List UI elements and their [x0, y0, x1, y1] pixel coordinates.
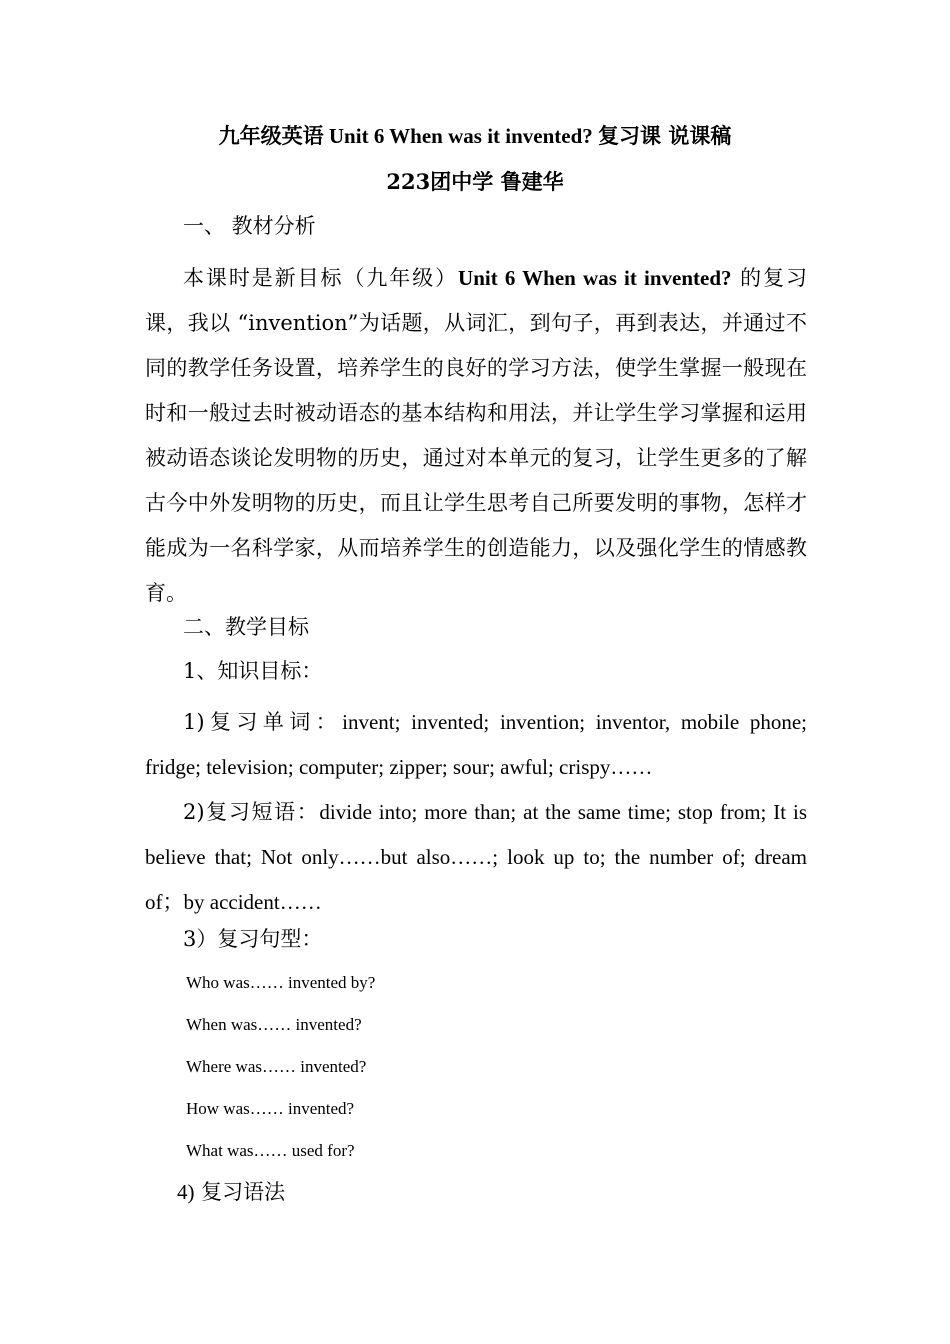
sentence-pattern: What was…… used for? — [186, 1141, 355, 1160]
review-words-label: 1)复习单词： — [183, 710, 343, 734]
title-en-part: Unit 6 When was it invented? — [323, 124, 599, 148]
sentence-pattern: When was…… invented? — [186, 1015, 362, 1034]
sentence-pattern: Where was…… invented? — [186, 1057, 367, 1076]
para-unit-title: Unit 6 When was it invented? — [458, 266, 732, 290]
title-cn-part2: 复习课 说课稿 — [598, 123, 732, 148]
review-words-item — [145, 700, 807, 790]
para-prefix: 本课时是新目标（九年级） — [183, 266, 459, 290]
review-phrases-text: divide into; more than; at the same time; stop from; It is believe that; Not only……but also……; look up to; the number of; dream of；by accident…… — [145, 800, 807, 914]
sentence-pattern: How was…… invented? — [186, 1099, 355, 1118]
document-subtitle: 223团中学 鲁建华 — [386, 169, 564, 194]
review-grammar-label — [177, 1177, 285, 1207]
review-words-text: invent; invented; invention; inventor, mobile phone; fridge; television; computer; zipper; sour; awful; crispy…… — [145, 710, 808, 779]
review-phrases-label: 2)复习短语： — [183, 800, 320, 824]
document-title — [0, 121, 950, 151]
section-heading-textbook-analysis: 一、 教材分析 — [183, 214, 316, 238]
review-grammar-number: 4) — [177, 1180, 195, 1204]
section-heading-teaching-goals: 二、教学目标 — [183, 615, 309, 639]
review-phrases-item — [145, 790, 807, 925]
review-sentence-patterns-label: 3）复习句型： — [183, 927, 323, 951]
sentence-pattern: Who was…… invented by? — [186, 973, 376, 992]
title-cn-part1: 九年级英语 — [218, 123, 324, 148]
textbook-analysis-paragraph — [145, 256, 807, 616]
subheading-knowledge-goals: 1、知识目标： — [183, 659, 323, 683]
para-body: 的复习课，我以 “invention”为话题，从词汇，到句子，再到表达，并通过不同的教学任务设置，培养学生的良好的学习方法，使学生掌握一般现在时和一般过去时被动语态的基本结构和用法，并让学生学习掌握和运用被动语态谈论发明物的历史，通过对本单元的复习，让学生更多的了解古今中外发明物的历史，而且让学生思考自己所要发明的事物，怎样才能成为一名科学家，从而培养学生的创造能力，以及强化学生的情感教育。 — [145, 266, 807, 605]
review-grammar-text: 复习语法 — [194, 1180, 286, 1204]
